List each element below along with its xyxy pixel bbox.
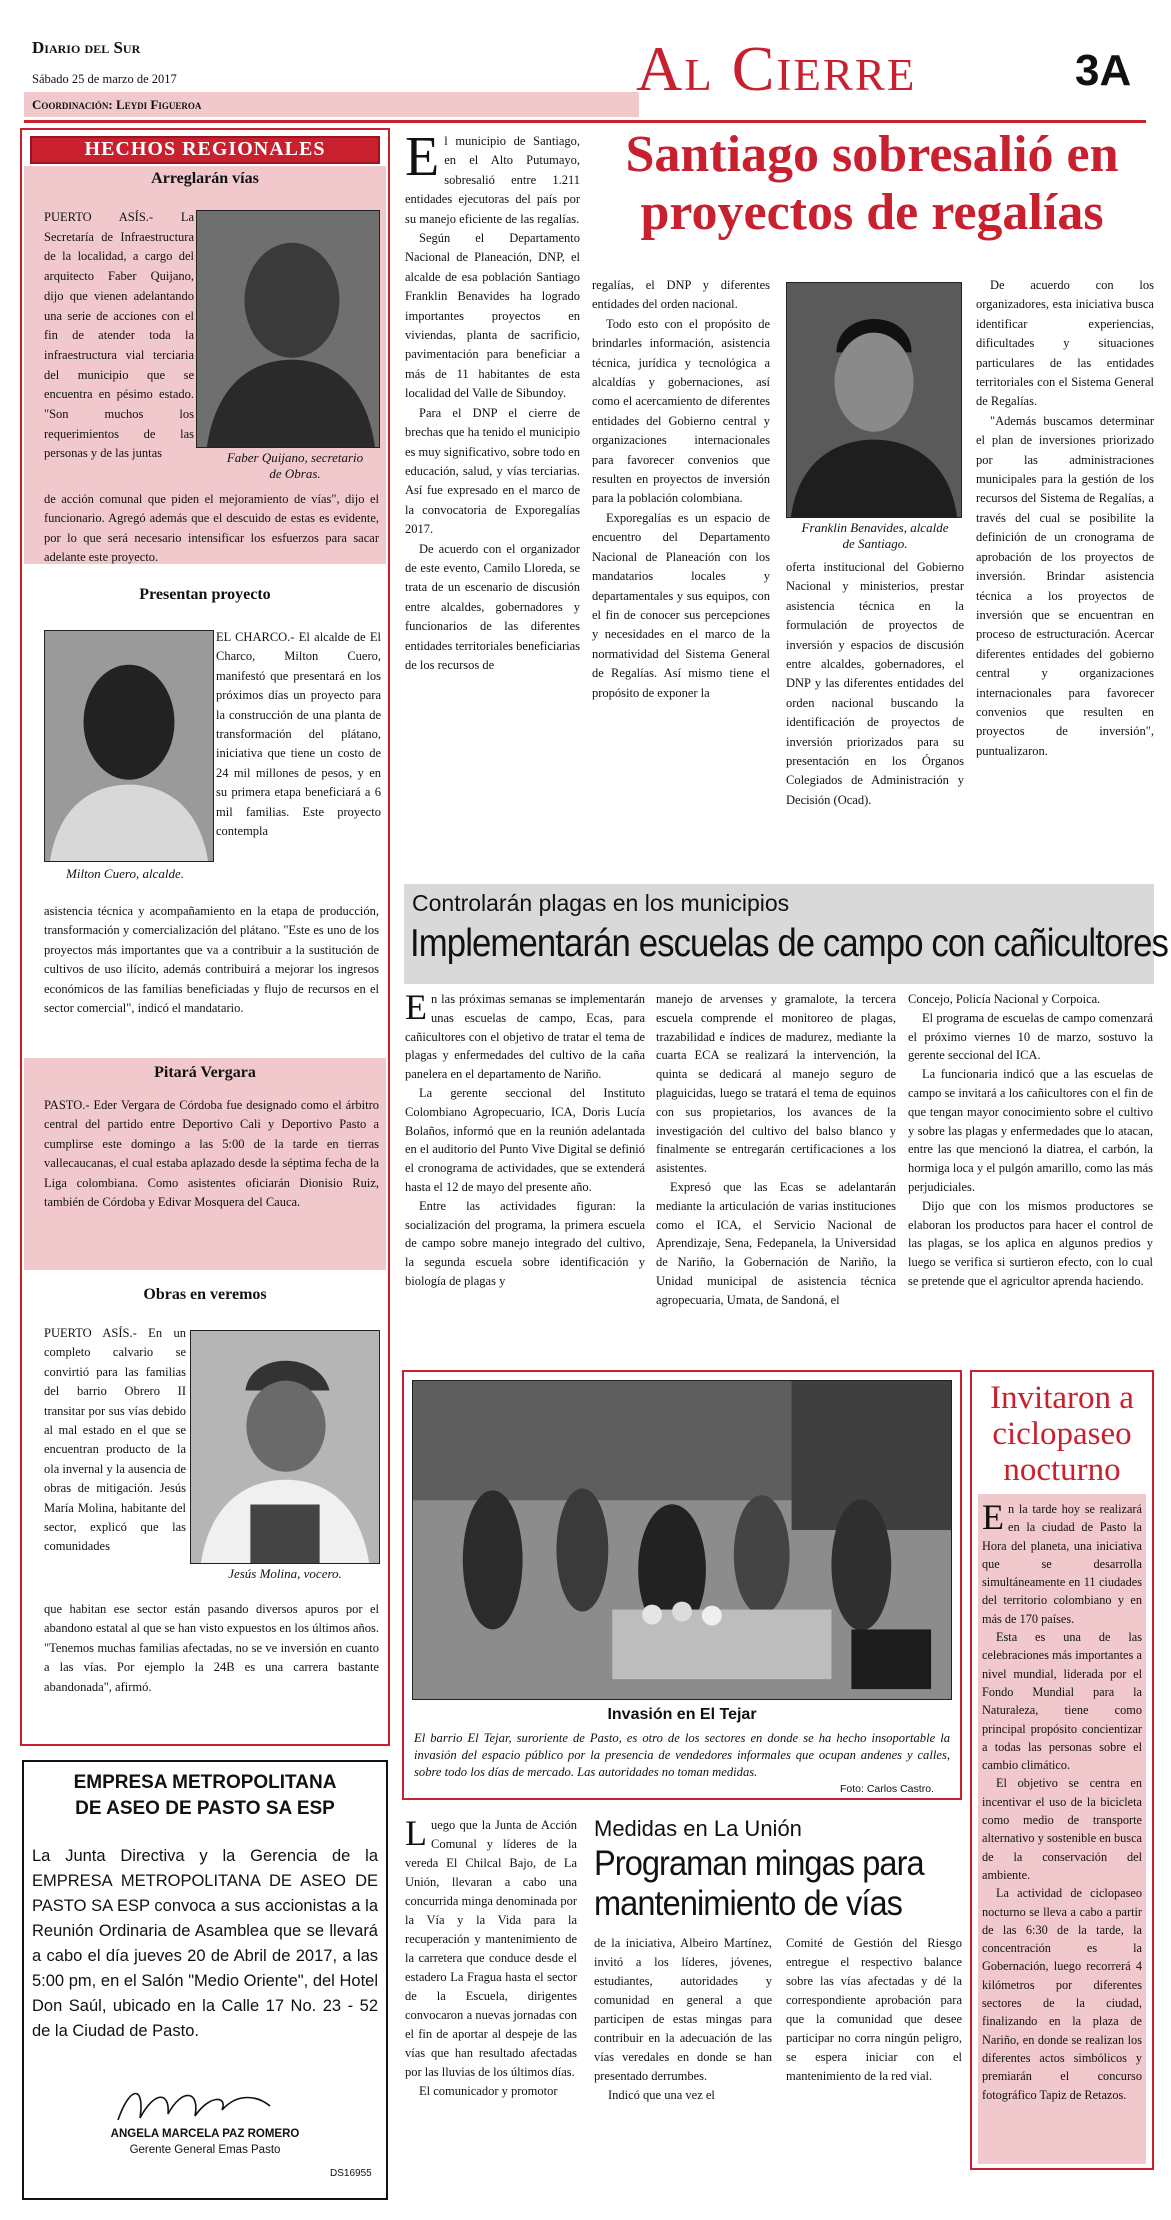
- masthead-rule: [24, 120, 1146, 123]
- escuelas-col2-p2: Expresó que las Ecas se adelantarán mediante la articulación de varias instituciones como el ICA, el Servicio Nacional de Aprendizaje, Sena, Fedepanela, la Universidad de Nariño, la Gobernación de Nariño, la Unidad municipal de asistencia técnica agropecuaria, Umata, de Sandoná, el: [656, 1179, 896, 1307]
- mingas-col1-p2: El comunicador y promotor: [419, 2084, 558, 2098]
- santiago-col3-p1: oferta institucional del Gobierno Nacional y ministerios, prestar asistencia técnica en la formulación de proyectos de inversión y espacios de discusión entre alcaldes, gobernadores, el DNP y las diferentes entidades del orden nacional buscando la identificación de proyectos de inversión priorizados para su presentación en los Órganos Colegiados de Administración y Decisión (Ocad).: [786, 560, 964, 807]
- santiago-col1-p1: l municipio de Santiago, en el Alto Putumayo, sobresalió entre 1.211 entidades ejecutoras del país por su manejo eficiente de las regalías.: [405, 134, 580, 226]
- tejar-caption: El barrio El Tejar, suroriente de Pasto, es otro de los sectores en donde se ha hecho insoportable la invasión del espacio público por la presencia de vendedores informales que ocupan andenes y calles, sobre todo los días de mercado. Las autoridades no toman medidas.: [414, 1731, 950, 1779]
- obras-tail: que habitan ese sector están pasando diversos apuros por el abandono estatal al que se han visto expuestos en los últimos años. "Tenemos muchas familias afectadas, no se ve inversión en cuanto a las vías. Por ejemplo la 24B es una carrera bastante abandonada", afirmó.: [44, 1602, 379, 1694]
- masthead: [0, 0, 1171, 125]
- escuelas-col3-p4: Dijo que con los mismos productores se elaboran los productos para hacer el control de las plagas, se los aplica en algunos predios y luego se verifica si surtieron efecto, con lo cual se pretende que el agricultor aprenda haciendo.: [908, 1198, 1153, 1288]
- ciclopaseo-body: [982, 1497, 1142, 2104]
- santiago-col4-p1: De acuerdo con los organizadores, esta iniciativa busca identificar experiencias, dificultades y situaciones particulares de las entidades territoriales con el Sistema General de Regalías.: [976, 278, 1154, 409]
- escuelas-col1-p1: n las próximas semanas se implementarán unas escuelas de campo, Ecas, para cañicultores con el objetivo de tratar el tema de plagas y enfermedades del cultivo de la caña panelera en el departamento de Nariño.: [405, 992, 645, 1082]
- ad-title-2: DE ASEO DE PASTO SA ESP: [75, 1798, 335, 1819]
- ciclopaseo-p3: El objetivo se centra en incentivar el uso de la bicicleta como medio de transporte alternativo y sostenible en busca de la conservación del ambiente.: [982, 1776, 1142, 1882]
- ciclopaseo-headline: Invitaron a ciclopaseo nocturno: [990, 1380, 1134, 1488]
- vias-tail: de acción comunal que piden el mejoramiento de vías", dijo el funcionario. Agregó además que el descuido de estas es evidente, por lo que será necesario intensificar los esfuerzos para sacar adelante este proyecto.: [44, 492, 379, 565]
- santiago-col2-p2: Todo esto con el propósito de brindarles información, asistencia técnica, jurídica y tecnológica a alcaldías y gobernaciones, así como el acercamiento de diferentes entidades del Gobierno central y organizaciones internacionales para favorecer convenios que resulten en proyectos de inversión para la población colombiana.: [592, 316, 770, 506]
- escuelas-col3: [908, 990, 1153, 1291]
- obras-title: Obras en veremos: [143, 1286, 267, 1303]
- tejar-title: Invasión en El Tejar: [607, 1706, 757, 1723]
- ad-signer: ANGELA MARCELA PAZ ROMERO: [110, 2128, 300, 2140]
- section-title: Al Cierre: [636, 33, 917, 104]
- santiago-col2-p1: regalías, el DNP y diferentes entidades del orden nacional.: [592, 278, 770, 312]
- santiago-col1-p3: Para el DNP el cierre de brechas que ha tenido el municipio es muy significativo, sobre todo en educación, salud, y vías terciarias. Así fue expresado en el marco de la convocatoria de Exporegalías 2017.: [405, 405, 580, 537]
- escuelas-col2: [656, 990, 896, 1310]
- santiago-col4-p2: "Además buscamos determinar el plan de inversiones priorizado por las administraciones municipales para la gestión de los recursos del Sistema de Regalías, a través del cual se posibilite la definición de un cronograma de aprobación de los proyectos de inversión. Brindar asistencia técnica a los proyectos de inversión que se encuentran en proceso de estructuración. Acercar diferentes entidades del gobierno central y organizaciones internacionales para favorecer convenios que resulten en proyectos de inversión", puntualizaron.: [976, 413, 1154, 758]
- mingas-col3: [786, 1934, 962, 2086]
- franklin-benavides-caption: Franklin Benavides, alcalde de Santiago.: [801, 520, 949, 551]
- santiago-headline: Santiago sobresalió en proyectos de regalías: [625, 126, 1119, 241]
- proyecto-tail: asistencia técnica y acompañamiento en la etapa de producción, transformación y comercialización del plátano. "Este es uno de los proyectos más importantes que va a contribuir a la sustitución de cultivos de uso ilícito, además contribuirá a mejorar los ingresos económicos de las familias beneficiadas y flujo de recursos en el sector comercial", indicó el mandatario.: [44, 904, 379, 1016]
- santiago-col2: [592, 276, 770, 703]
- escuelas-col1-p2: La gerente seccional del Instituto Colombiano Agropecuario, ICA, Doris Lucía Bolaños, informó que en la reunión adelantada en el auditorio del Punto Vive Digital se definió el cronograma de actividades, que se extenderá hasta el 12 de mayo del presente año.: [405, 1085, 645, 1194]
- tejar-photo: [412, 1380, 952, 1700]
- proyecto-title: Presentan proyecto: [139, 586, 271, 603]
- santiago-col1-p2: Según el Departamento Nacional de Planeación, DNP, el alcalde de esa población Santiago Franklin Benavides ha logrado importantes proyectos en viviendas, planta de sacrificio, pavimentación para beneficiar a más de 11 habitantes de esta localidad del Valle de Sibundoy.: [405, 231, 580, 401]
- vias-title: Arreglarán vías: [151, 170, 259, 187]
- escuelas-headline: Implementarán escuelas de campo con cañicultores: [410, 922, 1168, 965]
- franklin-benavides-photo: [786, 282, 962, 518]
- pitara-body: PASTO.- Eder Vergara de Córdoba fue designado como el árbitro central del partido entre Deportivo Cali y Deportivo Pasto a cumplirse este domingo a las 5:00 de la tarde en tierras vallecaucanas, el cual estaba aplazado desde la séptima fecha de la Liga colombiana. Como asistentes oficiarán Dionisio Ruiz, también de Córdoba y Edivar Mosquera del Cauca.: [44, 1098, 379, 1210]
- faber-quijano-caption: Faber Quijano, secretario de Obras.: [226, 450, 364, 481]
- paper-name: Diario del Sur: [32, 38, 141, 57]
- santiago-col2-p3: Exporegalías es un espacio de encuentro del Departamento Nacional de Planeación con los mandatarios locales y departamentales y sus equipos, con el fin de conocer sus percepciones y necesidades en el marco de la normatividad del Sistema General de Regalías. Así mismo tiene el propósito de exponer la: [592, 510, 770, 700]
- jesus-molina-photo: [190, 1330, 380, 1564]
- ciclopaseo-p1: n la tarde hoy se realizará en la ciudad de Pasto la Hora del planeta, una iniciativa que se desarrolla simultáneamente en 11 ciudades del territorio colombiano y en más de 170 países.: [982, 1502, 1142, 1626]
- santiago-dropcap: E: [405, 126, 440, 188]
- jesus-molina-caption: Jesús Molina, vocero.: [228, 1566, 342, 1581]
- mingas-headline: Programan mingas para mantenimiento de vías: [594, 1844, 924, 1923]
- mingas-dropcap: L: [405, 1813, 427, 1853]
- ad-signature: [110, 2080, 280, 2128]
- mingas-kicker: Medidas en La Unión: [594, 1816, 802, 1841]
- ad-title-1: EMPRESA METROPOLITANA: [73, 1772, 337, 1793]
- pitara-title: Pitará Vergara: [154, 1064, 256, 1081]
- page-number: 3A: [1075, 46, 1132, 95]
- santiago-col1-p4: De acuerdo con el organizador de este evento, Camilo Lloreda, se trata de un escenario de discusión entre alcaldes, gobernadores y funcionarios de las diferentes entidades territoriales beneficiarias de los recursos de: [405, 541, 580, 672]
- mingas-col1-p1: uego que la Junta de Acción Comunal y líderes de la vereda El Chilcal Bajo, de La Unión, llevaran a cabo una concurrida minga denominada por la Vía y la Vida para la recuperación y mantenimiento de la carretera que conduce desde el estadero La Fragua hasta el sector de la Escuela, dirigentes convocaron a nuevas jornadas con el fin de aportar al despeje de las vías que han resultado afectadas por las lluvias de los últimos días.: [405, 1818, 577, 2079]
- escuelas-col3-p3: La funcionaria indicó que a las escuelas de campo se invitará a los cañicultores con el fin de que tengan mayor conocimiento sobre el cultivo y sobre las plagas y enfermedades que lo atacan, entre las que mencionó la diatrea, el carbón, la hormiga loca y el pulgón amarillo, como las más perjudiciales.: [908, 1067, 1153, 1194]
- mingas-col2: [594, 1934, 772, 2105]
- santiago-col1: [405, 126, 580, 675]
- milton-cuero-caption: Milton Cuero, alcalde.: [66, 866, 184, 881]
- santiago-col3: [786, 558, 964, 810]
- vias-lead: PUERTO ASÍS.- La Secretaría de Infraestructura de la localidad, a cargo del arquitecto Faber Quijano, dijo que vienen adelantando una serie de acciones con el fin de atender toda la infraestructura vial terciaria del municipio que se encuentra en pésimo estado. "Son muchos los requerimientos de las personas y de las juntas: [44, 210, 194, 461]
- escuelas-col3-p2: El programa de escuelas de campo comenzará el próximo viernes 10 de marzo, sostuvo la gerente seccional del ICA.: [908, 1010, 1153, 1063]
- ad-code: DS16955: [330, 2168, 372, 2179]
- mingas-col1: [405, 1813, 577, 2101]
- ciclopaseo-p4: La actividad de ciclopaseo nocturno se lleva a cabo a partir de las 6:30 de la tarde, la concentración es la Gobernación, luego recorrerá 4 kilómetros por diferentes sectores de la ciudad, finalizando en la plaza de Nariño, en donde se realizan los diferentes actos simbólicos y premiarán el concurso fotográfico Tapiz de Retazos.: [982, 1886, 1142, 2102]
- escuelas-col1: [405, 987, 645, 1291]
- mingas-col2-p2: Indicó que una vez el: [608, 2088, 715, 2102]
- milton-cuero-photo: [44, 630, 214, 862]
- escuelas-col2-p1: manejo de arvenses y gramalote, la tercera escuela comprende el monitoreo de plagas, trazabilidad e índices de madurez, mediante la cuarta ECA se realizará la intervención, la quinta se dedicará al manejo seguro de plaguicidas, luego se tratará el tema de equinos con sus propietarios, los avances de la investigación del cultivo del balso blanco y finalmente se entregarán certificaciones a los asistentes.: [656, 992, 896, 1176]
- tejar-credit: Foto: Carlos Castro.: [840, 1783, 934, 1795]
- ciclopaseo-dropcap: E: [982, 1497, 1004, 1537]
- ciclopaseo-p2: Esta es una de las celebraciones más importantes a nivel mundial, liderada por el Fondo Mundial para la Naturaleza, tiene como principal propósito concientizar a todas las personas sobre el cambio climático.: [982, 1630, 1142, 1773]
- escuelas-dropcap: E: [405, 987, 427, 1027]
- coordination: Coordinación: Leydi Figueroa: [32, 97, 202, 112]
- santiago-col4: [976, 276, 1154, 761]
- obras-lead: PUERTO ASÍS.- En un completo calvario se convirtió para las familias del barrio Obrero II transitar por sus vías debido al mal estado en el que se encuentran producto de la ola invernal y la ausencia de obras de mitigación. Jesús María Molina, habitante del sector, explicó que las comunidades: [44, 1326, 186, 1554]
- issue-date: Sábado 25 de marzo de 2017: [32, 72, 177, 86]
- mingas-col2-p1: de la iniciativa, Albeiro Martínez, invitó a los líderes, jóvenes, estudiantes, autoridades y comunidad en general a que participen de estas mingas para contribuir en la adecuación de las vías veredales en donde se han presentado derrumbes.: [594, 1936, 772, 2083]
- escuelas-col1-p3: Entre las actividades figuran: la socialización del programa, la primera escuela de campo sobre manejo integrado del cultivo, la segunda escuela sobre identificación y biología de plagas y: [405, 1198, 645, 1288]
- regionales-banner-text: HECHOS REGIONALES: [84, 138, 326, 160]
- proyecto-lead: EL CHARCO.- El alcalde de El Charco, Milton Cuero, manifestó que presentará en los próximos días un proyecto para la construcción de una planta de transformación del plátano, iniciativa que tiene un costo de 24 mil millones de pesos, y en su primera etapa beneficiará a 6 mil familias. Este proyecto contempla: [216, 630, 381, 839]
- escuelas-col3-p1: Concejo, Policía Nacional y Corpoica.: [908, 992, 1101, 1006]
- mingas-col3-p1: Comité de Gestión del Riesgo entregue el respectivo balance sobre las vías afectadas y dé la correspondiente aprobación para que la comunidad que desee participar no corra ningún peligro, se espera iniciar con el mantenimiento de la red vial.: [786, 1936, 962, 2083]
- escuelas-kicker: Controlarán plagas en los municipios: [412, 890, 790, 916]
- ad-body: La Junta Directiva y la Gerencia de la EMPRESA METROPOLITANA DE ASEO DE PASTO SA ESP convoca a sus accionistas a la Reunión Ordinaria de Asamblea que se llevará a cabo el día jueves 20 de Abril de 2017, a las 5:00 pm, en el Salón "Medio Oriente", del Hotel Don Saúl, ubicado en la Calle 17 No. 23 - 52 de la Ciudad de Pasto.: [32, 1847, 378, 2040]
- faber-quijano-photo: [196, 210, 380, 448]
- ad-signer-role: Gerente General Emas Pasto: [129, 2144, 281, 2156]
